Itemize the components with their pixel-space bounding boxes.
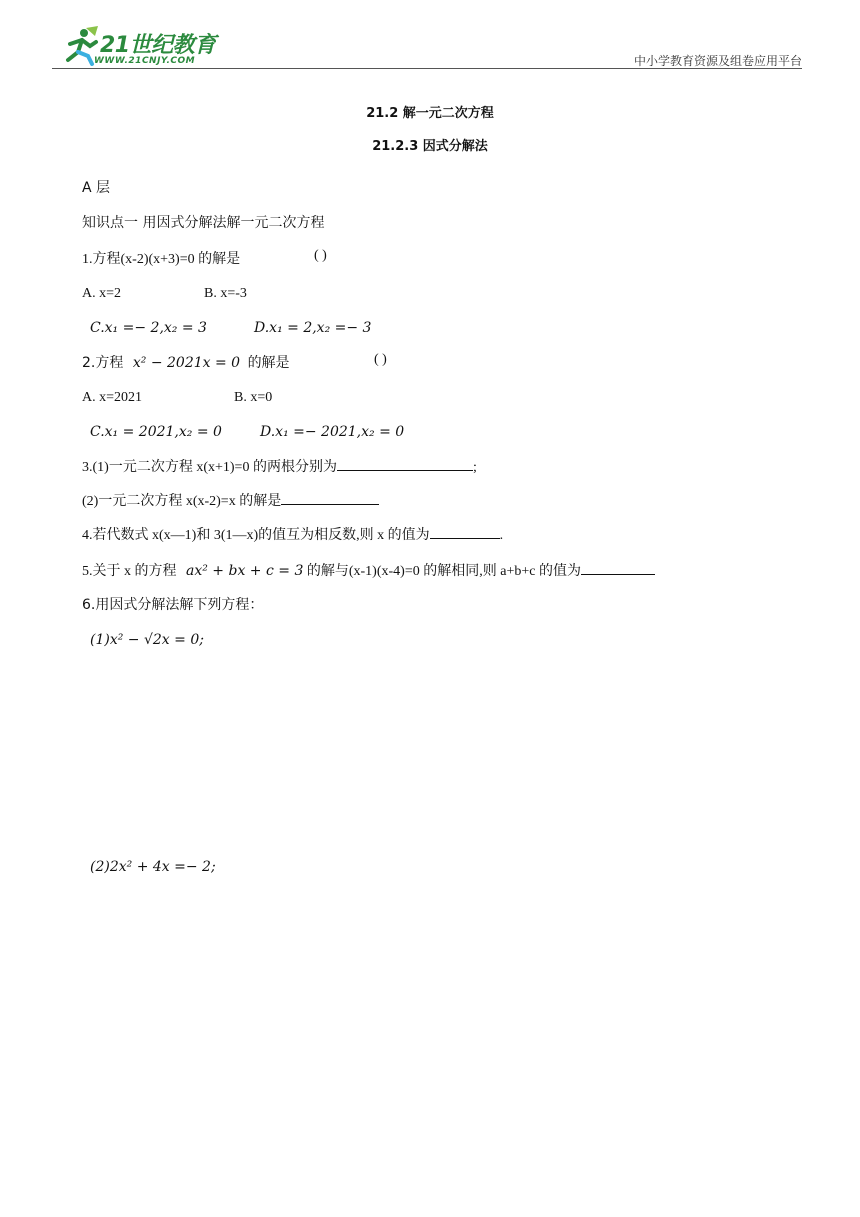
q1-option-c: C.x₁ =− 2,x₂ = 3 — [90, 320, 207, 336]
q3-part2-text: (2)一元二次方程 x(x-2)=x 的解是 — [82, 494, 282, 509]
q3-part1-end: ; — [472, 460, 477, 475]
q3-part1-text: 3.(1)一元二次方程 x(x+1)=0 的两根分别为 — [82, 460, 337, 475]
q1-option-a: A. x=2 — [82, 286, 122, 301]
q2-option-c: C.x₁ = 2021,x₂ = 0 — [90, 424, 222, 440]
q1-answer-paren: ( ) — [314, 248, 327, 263]
page-header — [52, 18, 802, 69]
q6-stem: 6.用因式分解法解下列方程： — [82, 597, 264, 613]
q5-suffix: 的解与(x-1)(x-4)=0 的解相同,则 a+b+c 的值为 — [306, 564, 581, 579]
brand-site: WWW.21CNJY.COM — [94, 56, 196, 66]
q2-answer-paren: ( ) — [374, 352, 387, 367]
brand-logo — [62, 24, 232, 70]
q3-part1-blank[interactable] — [337, 458, 473, 471]
platform-label: 中小学教育资源及组卷应用平台 — [633, 54, 802, 68]
q2-stem-suffix: 的解是 — [247, 355, 290, 371]
q4-text: 4.若代数式 x(x—1)和 3(1—x)的值互为相反数,则 x 的值为 — [82, 528, 430, 543]
q3-part2 — [82, 490, 379, 510]
section-title: 21.2 解一元二次方程 — [366, 106, 494, 121]
q2-stem — [82, 352, 290, 372]
knowledge-point: 知识点一 用因式分解法解一元二次方程 — [82, 215, 325, 231]
q4-blank[interactable] — [430, 526, 500, 539]
q5-blank[interactable] — [581, 562, 655, 575]
q3-part2-blank[interactable] — [281, 492, 379, 505]
q5-equation: ax² + bx + c = 3 — [186, 563, 304, 579]
q4-end: . — [499, 528, 504, 543]
q6-sub1: (1)x² − √2x = 0; — [90, 632, 204, 648]
q2-stem-equation: x² − 2021x = 0 — [132, 355, 241, 371]
q1-option-d: D.x₁ = 2,x₂ =− 3 — [254, 320, 372, 336]
level-label: A 层 — [82, 180, 111, 196]
q1-stem: 1.方程(x-2)(x+3)=0 的解是 — [82, 252, 241, 267]
q1-option-b: B. x=-3 — [204, 286, 247, 301]
subsection-title: 21.2.3 因式分解法 — [372, 139, 488, 154]
q3-part1 — [82, 456, 477, 476]
q2-option-b: B. x=0 — [234, 390, 273, 405]
brand-name: 21世纪教育 — [100, 33, 216, 58]
q4 — [82, 524, 503, 544]
q2-option-a: A. x=2021 — [82, 390, 143, 405]
q2-stem-prefix: 2.方程 — [82, 355, 124, 371]
q6-sub2: (2)2x² + 4x =− 2; — [90, 859, 216, 875]
q5-prefix: 5.关于 x 的方程 — [82, 564, 177, 579]
q2-option-d: D.x₁ =− 2021,x₂ = 0 — [260, 424, 405, 440]
q5 — [82, 560, 655, 580]
